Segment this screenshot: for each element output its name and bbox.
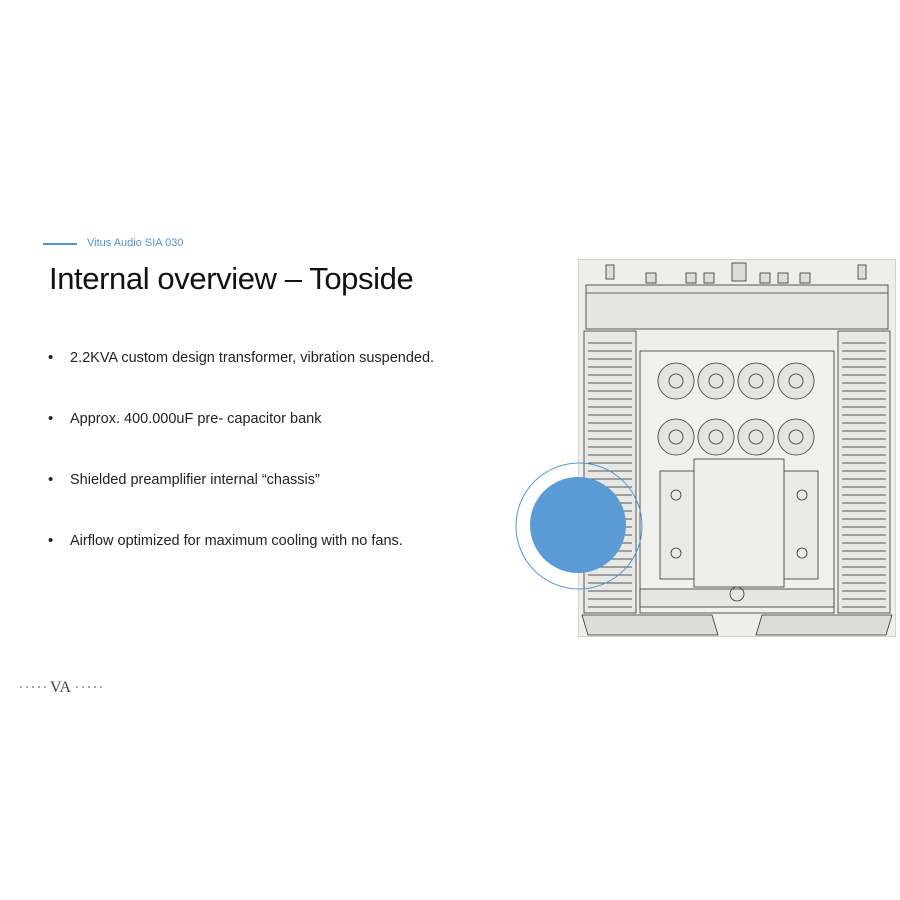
bullet-icon: • bbox=[48, 532, 54, 549]
bullet-text: 2.2KVA custom design transformer, vibration suspended. bbox=[70, 350, 435, 366]
bullet-item-airflow bbox=[48, 533, 434, 594]
product-kicker: Vitus Audio SIA 030 bbox=[87, 237, 184, 249]
bullet-list bbox=[48, 350, 434, 594]
bullet-icon: • bbox=[48, 410, 54, 427]
bullet-text: Shielded preamplifier internal “chassis” bbox=[70, 472, 320, 488]
logo-text: VA bbox=[50, 679, 72, 695]
slide-title: Internal overview – Topside bbox=[49, 261, 414, 296]
bullet-icon: • bbox=[48, 349, 54, 366]
bullet-text: Approx. 400.000uF pre- capacitor bank bbox=[70, 411, 322, 427]
bullet-item-shielded-preamp bbox=[48, 472, 434, 533]
vitus-audio-logo bbox=[18, 677, 108, 695]
bullet-text: Airflow optimized for maximum cooling with no fans. bbox=[70, 533, 403, 549]
decorative-circle bbox=[514, 461, 644, 591]
bullet-item-capacitor-bank bbox=[48, 411, 434, 472]
kicker-accent-line bbox=[43, 243, 77, 245]
bullet-item-transformer bbox=[48, 350, 434, 411]
bullet-icon: • bbox=[48, 471, 54, 488]
